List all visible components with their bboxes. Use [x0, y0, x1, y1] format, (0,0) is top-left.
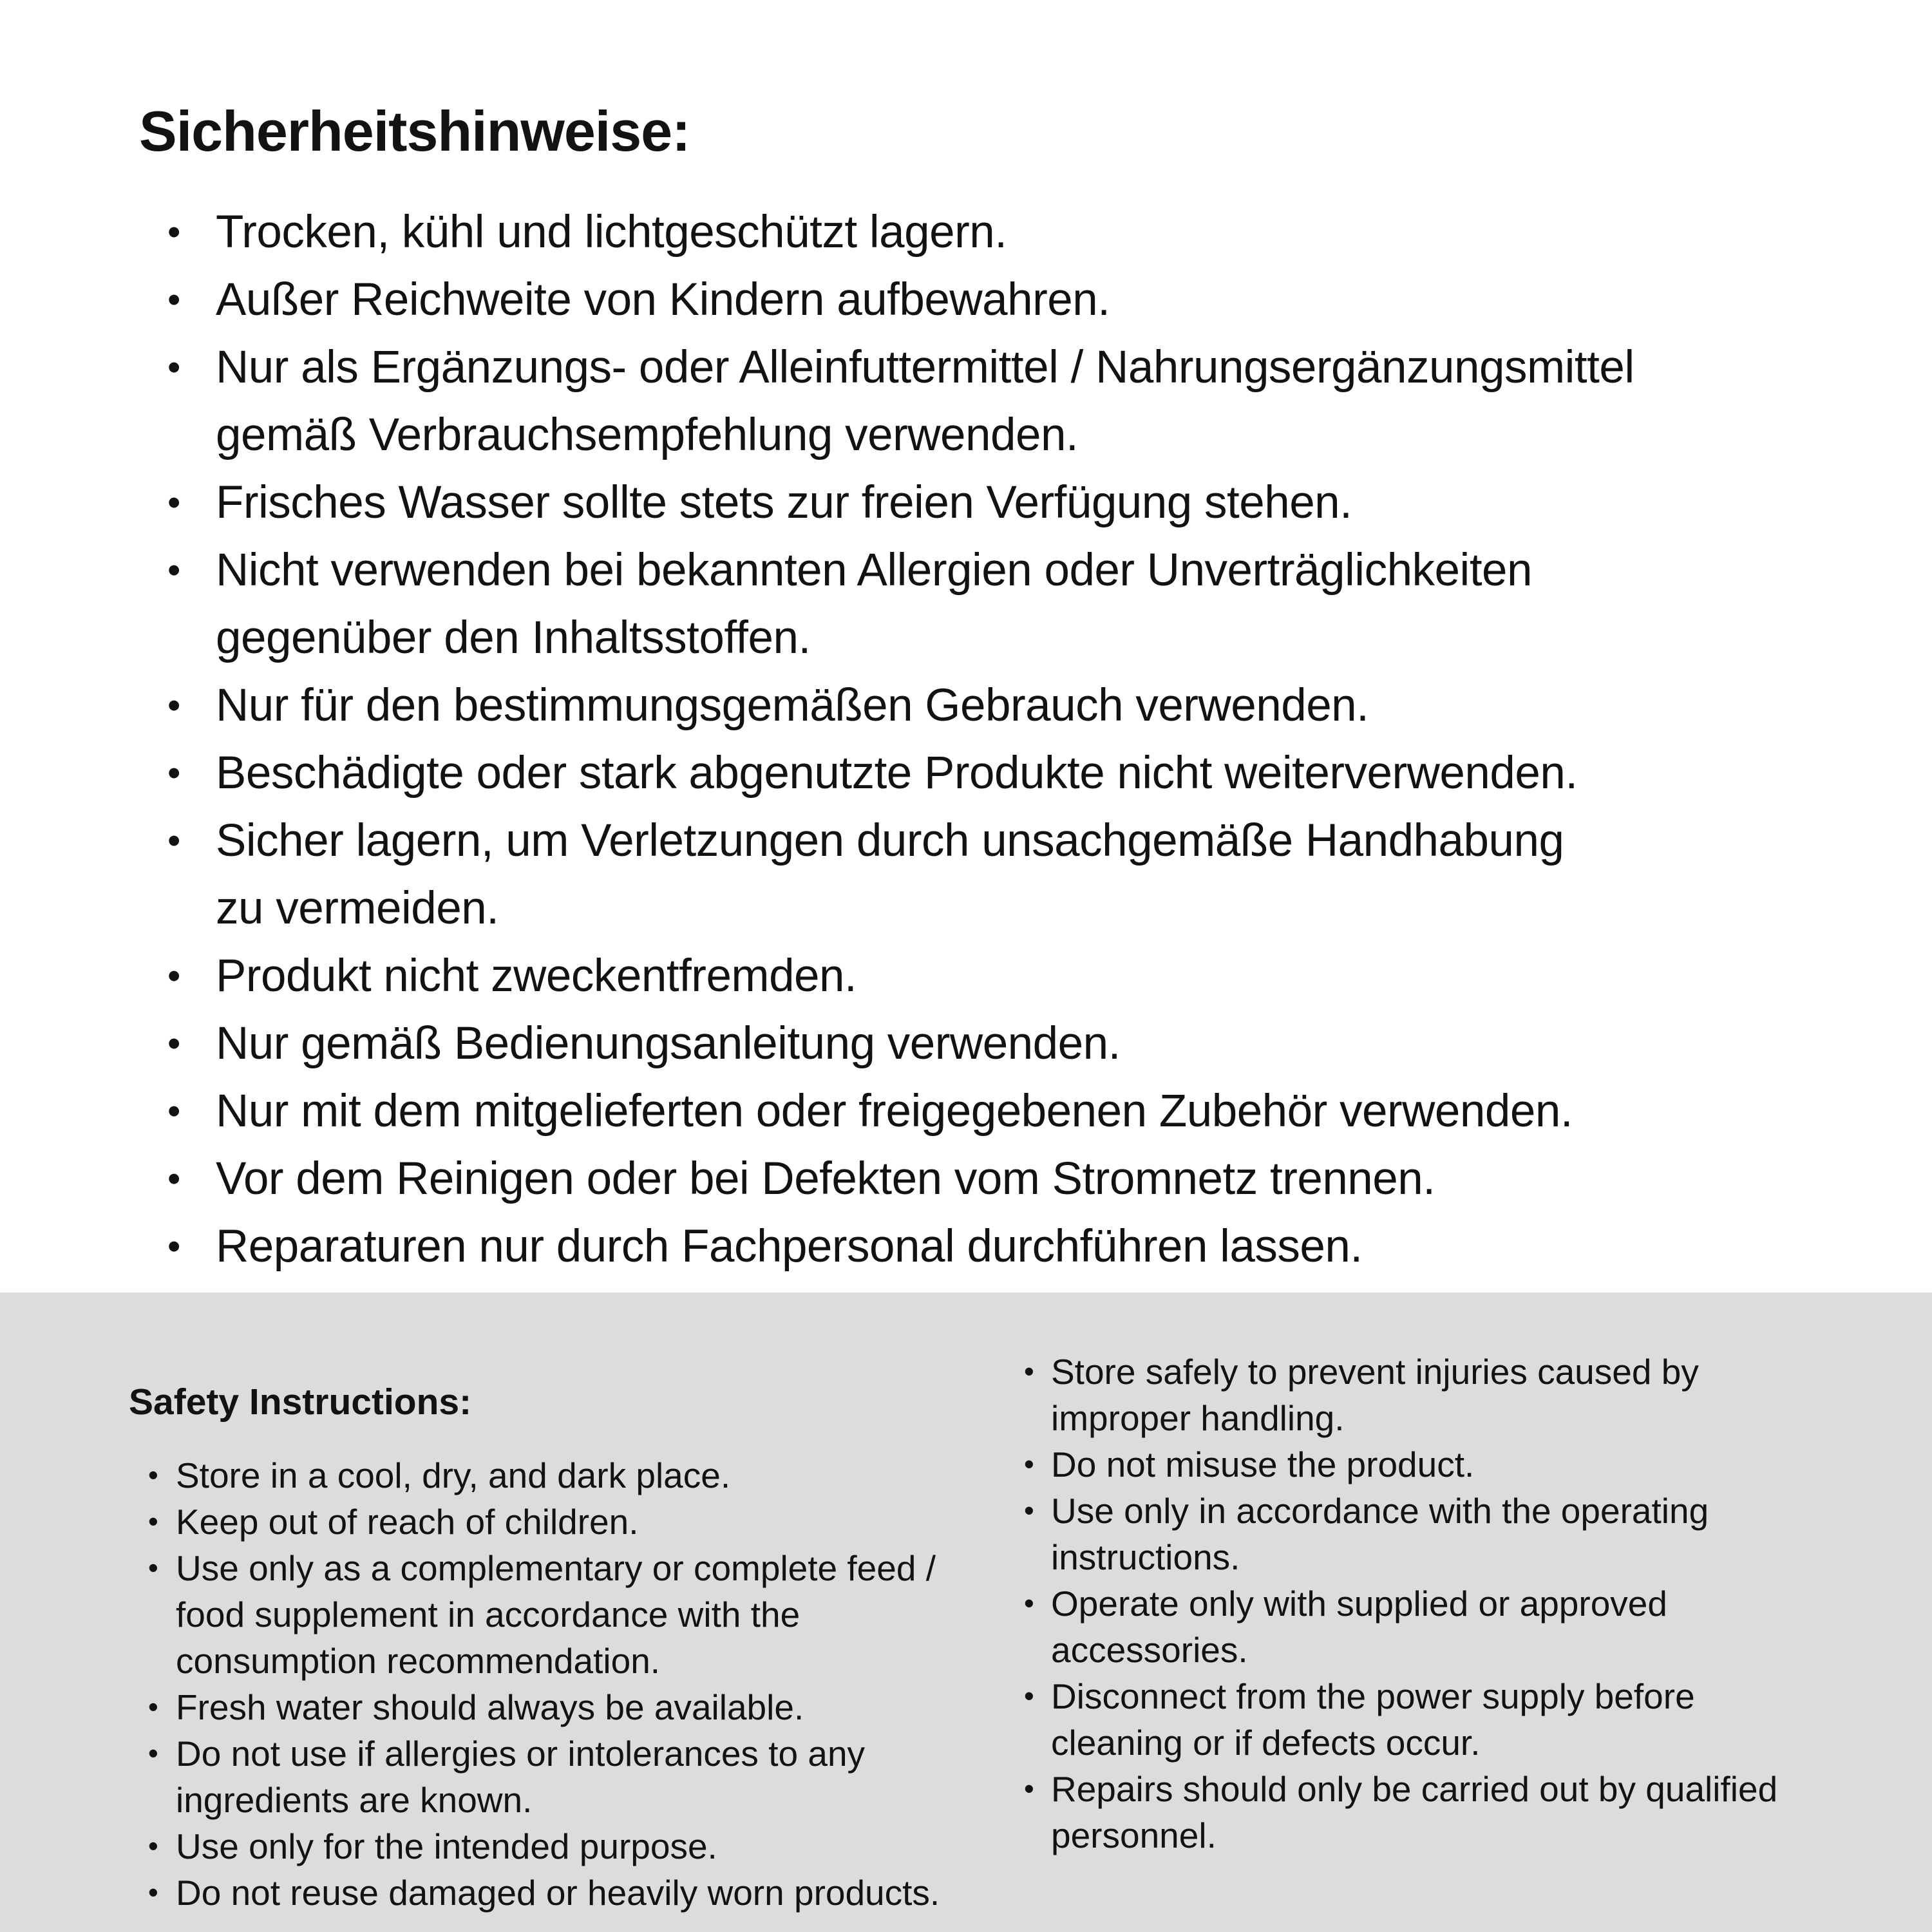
bullet-line — [139, 536, 1891, 604]
german-section — [139, 64, 1891, 1280]
english-left-bullet-list — [129, 1452, 1030, 1916]
bullet-line — [129, 1545, 1030, 1591]
bullet-dot-icon: • — [1024, 1355, 1034, 1388]
bullet-line — [139, 807, 1891, 875]
bullet-dot-icon: • — [167, 278, 180, 321]
bullet-dot-icon: • — [148, 1504, 158, 1538]
bullet-dot-icon: • — [167, 819, 180, 862]
bullet-text: Außer Reichweite von Kindern aufbewahren. — [216, 274, 1110, 325]
bullet-text: Nur gemäß Bedienungsanleitung verwenden. — [216, 1018, 1121, 1069]
bullet-dot-icon: • — [1024, 1680, 1034, 1712]
bullet-text: Operate only with supplied or approved — [1051, 1584, 1667, 1624]
bullet-text: Nur mit dem mitgelieferten oder freigegebenen Zubehör verwenden. — [216, 1085, 1573, 1137]
bullet-dot-icon: • — [167, 752, 180, 794]
bullet-dot-icon: • — [1024, 1772, 1034, 1805]
bullet-dot-icon: • — [148, 1829, 158, 1862]
bullet-line — [1023, 1580, 1905, 1627]
bullet-text: Frisches Wasser sollte stets zur freien Verfügung stehen. — [216, 477, 1352, 528]
bullet-text: Store in a cool, dry, and dark place. — [176, 1455, 731, 1495]
bullet-dot-icon: • — [167, 211, 180, 253]
bullet-dot-icon: • — [148, 1875, 158, 1909]
bullet-text: ingredients are known. — [176, 1779, 533, 1820]
bullet-line — [139, 1213, 1891, 1280]
bullet-text: Reparaturen nur durch Fachpersonal durchführen lassen. — [216, 1220, 1363, 1272]
bullet-line — [1023, 1766, 1905, 1812]
bullet-line — [1023, 1488, 1905, 1534]
bullet-text: improper handling. — [1051, 1398, 1345, 1438]
bullet-continuation-line — [129, 1777, 1030, 1823]
bullet-line — [139, 1010, 1891, 1077]
bullet-text: Use only for the intended purpose. — [176, 1826, 717, 1866]
bullet-text: Use only as a complementary or complete feed / — [176, 1548, 936, 1588]
bullet-continuation-line — [1023, 1534, 1905, 1580]
bullet-line — [139, 739, 1891, 807]
bullet-text: Keep out of reach of children. — [176, 1501, 639, 1542]
bullet-dot-icon: • — [167, 346, 180, 388]
bullet-line — [139, 672, 1891, 739]
bullet-continuation-line — [139, 401, 1891, 469]
bullet-line — [129, 1823, 1030, 1870]
bullet-text: Repairs should only be carried out by qualified — [1051, 1769, 1778, 1809]
german-title: Sicherheitshinweise: — [139, 99, 690, 163]
bullet-continuation-line — [139, 875, 1891, 942]
bullet-line — [139, 1145, 1891, 1213]
bullet-continuation-line — [1023, 1719, 1905, 1766]
bullet-text: Do not reuse damaged or heavily worn products. — [176, 1872, 940, 1913]
bullet-continuation-line — [1023, 1812, 1905, 1859]
bullet-dot-icon: • — [167, 954, 180, 997]
bullet-text: Fresh water should always be available. — [176, 1687, 804, 1727]
bullet-text: Vor dem Reinigen oder bei Defekten vom Stromnetz trennen. — [216, 1153, 1435, 1204]
bullet-text: Nicht verwenden bei bekannten Allergien oder Unverträglichkeiten — [216, 544, 1533, 596]
english-right-bullet-list — [1023, 1349, 1905, 1859]
bullet-dot-icon: • — [148, 1690, 158, 1723]
bullet-text: Disconnect from the power supply before — [1051, 1676, 1695, 1716]
bullet-text: Do not use if allergies or intolerances to any — [176, 1733, 866, 1774]
bullet-text: Store safely to prevent injuries caused by — [1051, 1352, 1699, 1392]
bullet-continuation-line — [129, 1591, 1030, 1638]
english-title: Safety Instructions: — [129, 1381, 472, 1423]
bullet-dot-icon: • — [167, 1225, 180, 1267]
bullet-line — [139, 469, 1891, 536]
bullet-text: Nur als Ergänzungs- oder Alleinfuttermittel / Nahrungsergänzungsmittel — [216, 341, 1634, 393]
bullet-line — [1023, 1673, 1905, 1719]
bullet-text: instructions. — [1051, 1537, 1240, 1577]
bullet-line — [129, 1684, 1030, 1730]
bullet-line — [1023, 1349, 1905, 1395]
bullet-text: Use only in accordance with the operating — [1051, 1491, 1709, 1531]
bullet-text: Sicher lagern, um Verletzungen durch unsachgemäße Handhabung — [216, 815, 1564, 866]
bullet-dot-icon: • — [148, 1736, 158, 1770]
bullet-line — [139, 334, 1891, 401]
bullet-dot-icon: • — [1024, 1587, 1034, 1620]
bullet-text: gemäß Verbrauchsempfehlung verwenden. — [216, 409, 1079, 460]
bullet-dot-icon: • — [167, 1022, 180, 1065]
bullet-continuation-line — [1023, 1627, 1905, 1673]
bullet-continuation-line — [129, 1638, 1030, 1684]
bullet-dot-icon: • — [167, 549, 180, 591]
bullet-text: gegenüber den Inhaltsstoffen. — [216, 612, 811, 663]
bullet-dot-icon: • — [1024, 1494, 1034, 1527]
bullet-continuation-line — [1023, 1395, 1905, 1441]
bullet-text: zu vermeiden. — [216, 882, 499, 934]
bullet-dot-icon: • — [167, 684, 180, 726]
bullet-continuation-line — [139, 604, 1891, 672]
bullet-dot-icon: • — [148, 1551, 158, 1584]
bullet-line — [139, 266, 1891, 334]
bullet-line — [129, 1452, 1030, 1499]
bullet-text: cleaning or if defects occur. — [1051, 1723, 1481, 1763]
english-right-column — [1023, 1349, 1905, 1859]
bullet-dot-icon: • — [167, 1090, 180, 1132]
bullet-line — [139, 942, 1891, 1010]
bullet-text: consumption recommendation. — [176, 1640, 661, 1681]
bullet-line — [139, 198, 1891, 266]
bullet-text: personnel. — [1051, 1815, 1217, 1855]
bullet-dot-icon: • — [167, 481, 180, 524]
bullet-dot-icon: • — [148, 1458, 158, 1492]
bullet-dot-icon: • — [167, 1157, 180, 1200]
bullet-text: Produkt nicht zweckentfremden. — [216, 950, 857, 1001]
bullet-text: Trocken, kühl und lichtgeschützt lagern. — [216, 206, 1007, 258]
bullet-text: Do not misuse the product. — [1051, 1444, 1475, 1484]
bullet-line — [139, 1077, 1891, 1145]
german-bullet-list — [139, 198, 1891, 1280]
bullet-line — [129, 1499, 1030, 1545]
bullet-line — [129, 1870, 1030, 1916]
english-left-column — [129, 1352, 1030, 1916]
bullet-line — [129, 1730, 1030, 1777]
bullet-text: Nur für den bestimmungsgemäßen Gebrauch verwenden. — [216, 679, 1369, 731]
bullet-line — [1023, 1441, 1905, 1488]
bullet-text: food supplement in accordance with the — [176, 1594, 800, 1634]
bullet-text: accessories. — [1051, 1630, 1248, 1670]
bullet-text: Beschädigte oder stark abgenutzte Produkte nicht weiterverwenden. — [216, 747, 1578, 799]
bullet-dot-icon: • — [1024, 1448, 1034, 1481]
